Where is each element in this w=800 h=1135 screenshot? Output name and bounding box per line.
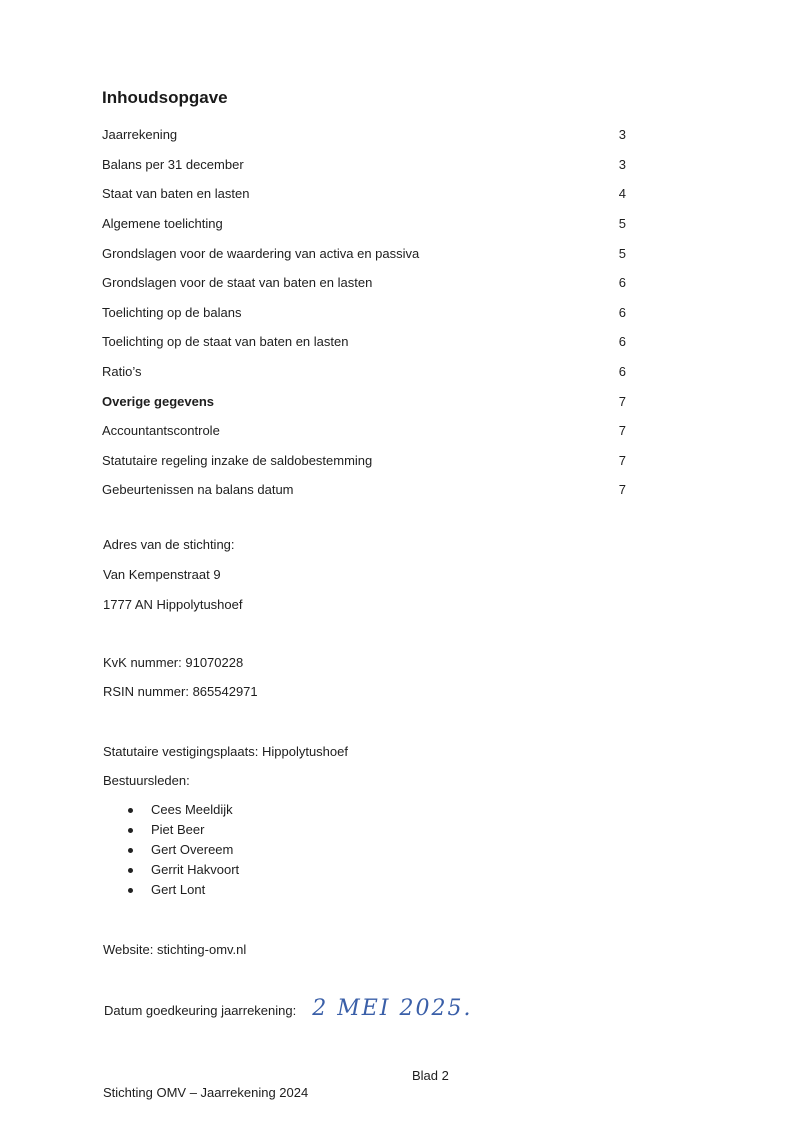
toc-page-number: 6 [618,334,626,350]
page-footer: Stichting OMV – Jaarrekening 2024 [103,1085,309,1100]
toc-row-section [102,386,626,416]
toc-label: Grondslagen voor de waardering van activa en passiva [102,245,420,261]
board-member-name: Gerrit Hakvoort [151,862,240,877]
toc-page-number: 5 [618,216,626,232]
toc-row [102,446,626,476]
page-number: Blad 2 [412,1068,449,1083]
toc-label: Grondslagen voor de staat van baten en lasten [102,275,373,291]
board-members-list [128,800,239,900]
toc-row [102,327,626,357]
approval-line [104,996,472,1021]
board-member-name: Gert Overeem [151,842,234,857]
toc-row [102,179,626,209]
toc-label: Staat van baten en lasten [102,186,250,202]
seat-block [103,737,348,795]
toc-row [102,209,626,239]
approval-label: Datum goedkeuring jaarrekening: [104,1003,297,1018]
list-item [128,840,239,860]
toc-label: Balans per 31 december [102,156,244,172]
toc-page-number: 4 [618,186,626,202]
toc-page-number: 3 [618,127,626,143]
toc-row [102,268,626,298]
handwritten-date: 2 MEI 2025. [312,996,473,1021]
list-item [128,860,239,880]
address-block [103,530,242,619]
toc-row [102,150,626,180]
board-member-name: Gert Lont [151,882,206,897]
toc-row [102,238,626,268]
rsin-number: RSIN nummer: 865542971 [103,684,258,699]
website: Website: stichting-omv.nl [103,942,247,957]
toc-page-number: 6 [618,364,626,380]
toc-page-number: 3 [618,156,626,172]
statutory-seat: Statutaire vestigingsplaats: Hippolytushoef [103,744,348,759]
toc-label: Toelichting op de balans [102,304,242,320]
bullet-icon [128,868,133,873]
list-item [128,820,239,840]
toc-page-number: 7 [618,452,626,468]
toc-page-number: 6 [618,304,626,320]
toc-page-number: 6 [618,275,626,291]
toc-label: Toelichting op de staat van baten en lasten [102,334,349,350]
toc-row [102,298,626,328]
website-block [103,935,246,964]
toc-label: Overige gegevens [102,393,214,409]
registration-block [103,648,258,706]
table-of-contents [102,120,626,505]
toc-row [102,120,626,150]
address-street: Van Kempenstraat 9 [103,567,221,582]
address-label: Adres van de stichting: [103,537,235,552]
bullet-icon [128,828,133,833]
toc-page-number: 5 [618,245,626,261]
list-item [128,800,239,820]
kvk-number: KvK nummer: 91070228 [103,655,244,670]
toc-label: Statutaire regeling inzake de saldobestemming [102,452,373,468]
toc-label: Algemene toelichting [102,216,223,232]
toc-heading: Inhoudsopgave [102,88,228,107]
address-city: 1777 AN Hippolytushoef [103,597,243,612]
toc-page-number: 7 [618,482,626,498]
bullet-icon [128,888,133,893]
board-label: Bestuursleden: [103,773,190,788]
toc-page-number: 7 [618,393,626,409]
bullet-icon [128,848,133,853]
toc-label: Accountantscontrole [102,423,220,439]
toc-row [102,475,626,505]
toc-label: Gebeurtenissen na balans datum [102,482,294,498]
board-member-name: Piet Beer [151,822,205,837]
bullet-icon [128,808,133,813]
toc-row [102,357,626,387]
toc-page-number: 7 [618,423,626,439]
list-item [128,880,239,900]
toc-row [102,416,626,446]
board-member-name: Cees Meeldijk [151,802,233,817]
toc-label: Ratio’s [102,364,142,380]
toc-label: Jaarrekening [102,127,178,143]
